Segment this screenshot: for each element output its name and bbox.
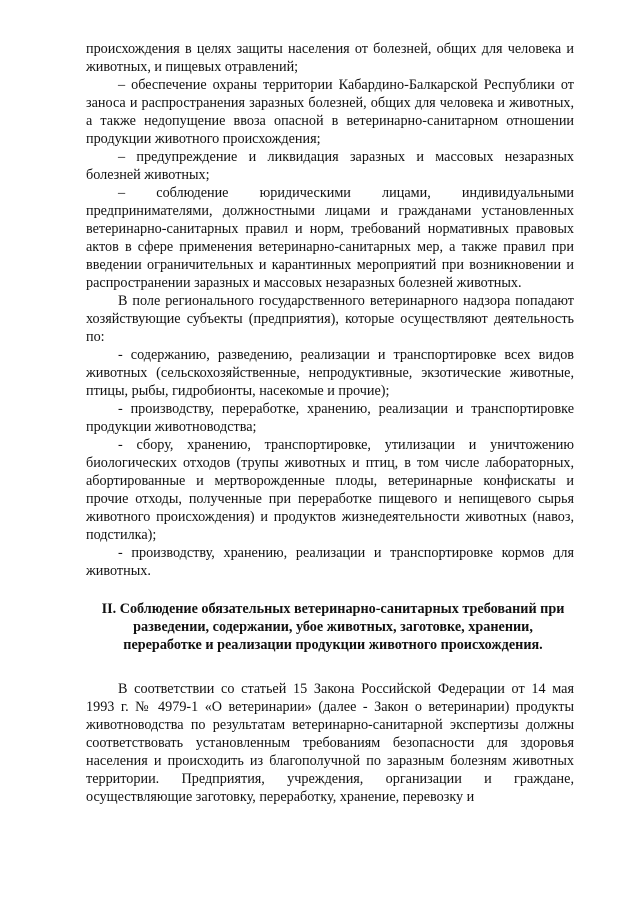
paragraph: - сбору, хранению, транспортировке, утилизации и уничтожению биологических отходов (трупы животных и птиц, в том числе лабораторных, абортированные и мертворожденные плоды, ветеринарные конфискаты и прочие отходы, полученные при переработке пищевого и непищевого сырья животного происхождения) и продуктов жизнедеятельности животных (навоз, подстилка); (86, 437, 574, 543)
document-page (86, 40, 574, 806)
paragraph: - производству, хранению, реализации и транспортировке кормов для животных. (86, 545, 574, 579)
paragraph: - производству, переработке, хранению, реализации и транспортировке продукции животноводства; (86, 401, 574, 435)
section-heading: II. Соблюдение обязательных ветеринарно-санитарных требований при разведении, содержании, убое животных, заготовке, хранении, переработке и реализации продукции животного происхождения. (101, 601, 565, 653)
section-body (86, 680, 574, 806)
paragraph: В соответствии со статьей 15 Закона Российской Федерации от 14 мая 1993 г. № 4979-1 «О ветеринарии» (далее - Закон о ветеринарии) продукты животноводства по результатам ветеринарно-санитарной экспертизы должны соответствовать установленным требованиям безопасности для здоровья населения и происходить из благополучной по заразным болезням животных территории. Предприятия, учреждения, организации и граждане, осуществляющие заготовку, переработку, хранение, перевозку и (86, 681, 574, 805)
paragraph: – соблюдение юридическими лицами, индивидуальными предпринимателями, должностными лицами и гражданами установленных ветеринарно-санитарных правил и норм, требований нормативных правовых актов в сфере применения ветеринарно-санитарных мер, а также правил при введении ограничительных и карантинных мероприятий при возникновении и распространении заразных и массовых незаразных болезней животных. (86, 185, 574, 291)
paragraph: В поле регионального государственного ветеринарного надзора попадают хозяйствующие субъекты (предприятия), которые осуществляют деятельность по: (86, 293, 574, 345)
paragraph: – обеспечение охраны территории Кабардино-Балкарской Республики от заноса и распространения заразных болезней, общих для человека и животных, а также недопущение ввоза опасной в ветеринарно-санитарном отношении продукции животного происхождения; (86, 77, 574, 147)
paragraph: – предупреждение и ликвидация заразных и массовых незаразных болезней животных; (86, 149, 574, 183)
paragraph: - содержанию, разведению, реализации и транспортировке всех видов животных (сельскохозяйственные, непродуктивные, экзотические животные, птицы, рыбы, гидробионты, насекомые и прочие); (86, 347, 574, 399)
paragraph: происхождения в целях защиты населения от болезней, общих для человека и животных, и пищевых отравлений; (86, 41, 574, 75)
